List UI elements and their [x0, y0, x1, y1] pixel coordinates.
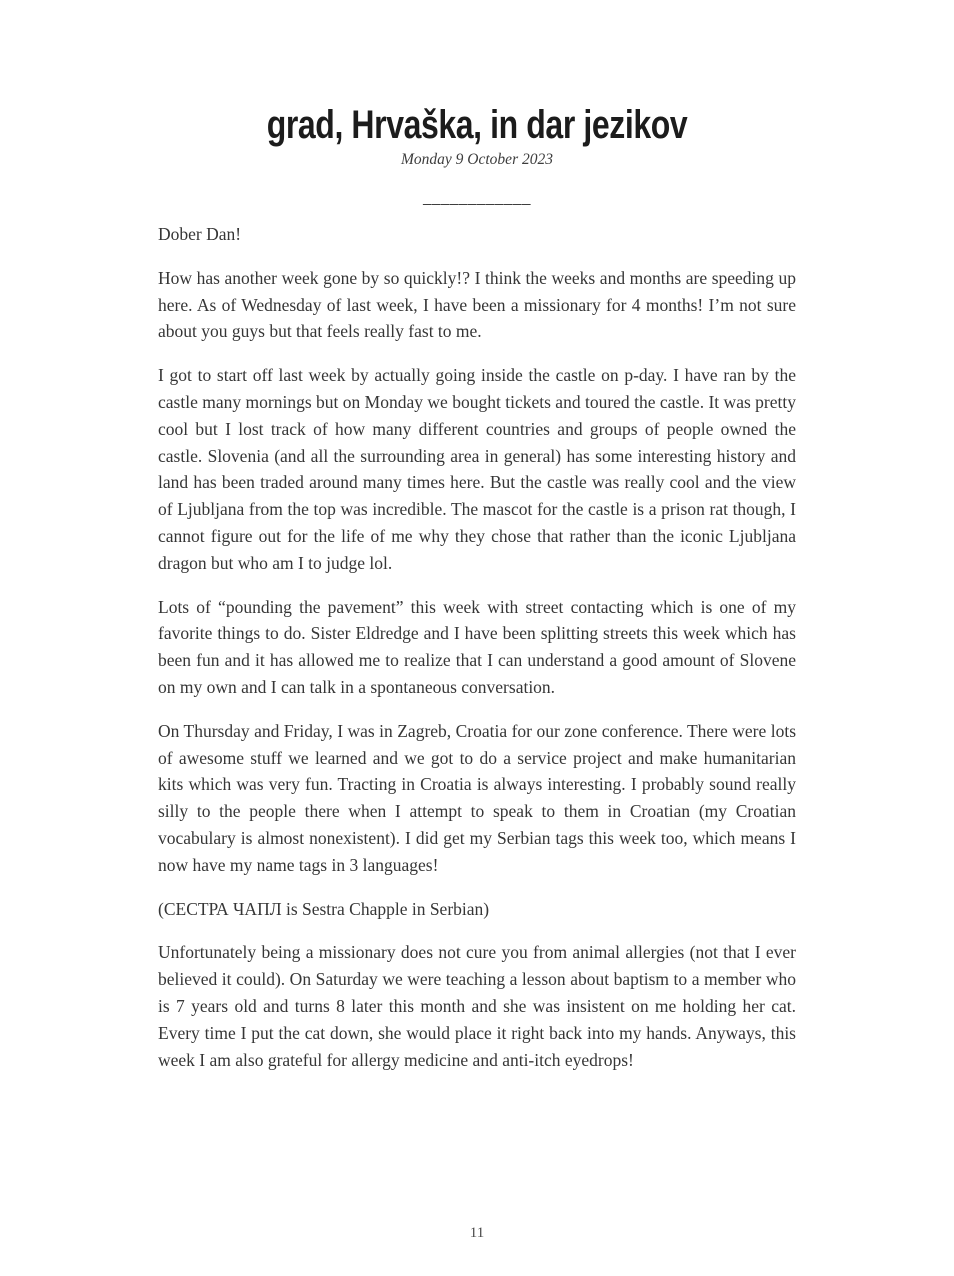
document-body: [158, 221, 796, 1073]
paragraph: Unfortunately being a missionary does not cure you from animal allergies (not that I ever believed it could). On Saturday we were teaching a lesson about baptism to a member who is 7 years old and turns 8 later this month and she was insistent on me holding her cat. Every time I put the cat down, she would place it right back into my hands. Anyways, this week I am also grateful for allergy medicine and anti-itch eyedrops!: [158, 942, 796, 1070]
document-date: Monday 9 October 2023: [401, 151, 553, 168]
paragraph-serbian-note: (СЕСТРА ЧАПЛ is Sestra Chapple in Serbian): [158, 898, 490, 919]
page-number: 11: [469, 1225, 485, 1241]
paragraph-greeting: Dober Dan!: [158, 224, 242, 244]
divider-underscores: ____________: [423, 188, 531, 207]
paragraph: Lots of “pounding the pavement” this week with street contacting which is one of my favorite things to do. Sister Eldredge and I have been splitting streets this week which has been fun and it has allowed me to realize that I can understand a good amount of Slovene on my own and I can talk in a spontaneous conversation.: [158, 596, 796, 697]
page-title: grad, Hrvaška, in dar jezikov: [266, 103, 688, 147]
paragraph: On Thursday and Friday, I was in Zagreb, Croatia for our zone conference. There were lots of awesome stuff we learned and we got to do a service project and make humanitarian kits which was very fun. Tracting in Croatia is always interesting. I probably sound really silly to the people there when I attempt to speak to them in Croatian (my Croatian vocabulary is almost nonexistent). I did get my Serbian tags this week too, which means I now have my name tags in 3 languages!: [158, 720, 796, 875]
paragraph: How has another week gone by so quickly!? I think the weeks and months are speeding up here. As of Wednesday of last week, I have been a missionary for 4 months! I’m not sure about you guys but that feels really fast to me.: [158, 267, 796, 342]
paragraph: I got to start off last week by actually going inside the castle on p-day. I have ran by the castle many mornings but on Monday we bought tickets and toured the castle. It was pretty cool but I lost track of how many different countries and groups of people owned the castle. Slovenia (and all the surrounding area in general) has some interesting history and land has been traded around many times here. But the castle was really cool and the view of Ljubljana from the top was incredible. The mascot for the castle is a prison rat though, I cannot figure out for the life of me why they chose that rather than the iconic Ljubljana dragon but who am I to judge lol.: [158, 365, 796, 573]
section-divider: [158, 181, 796, 215]
